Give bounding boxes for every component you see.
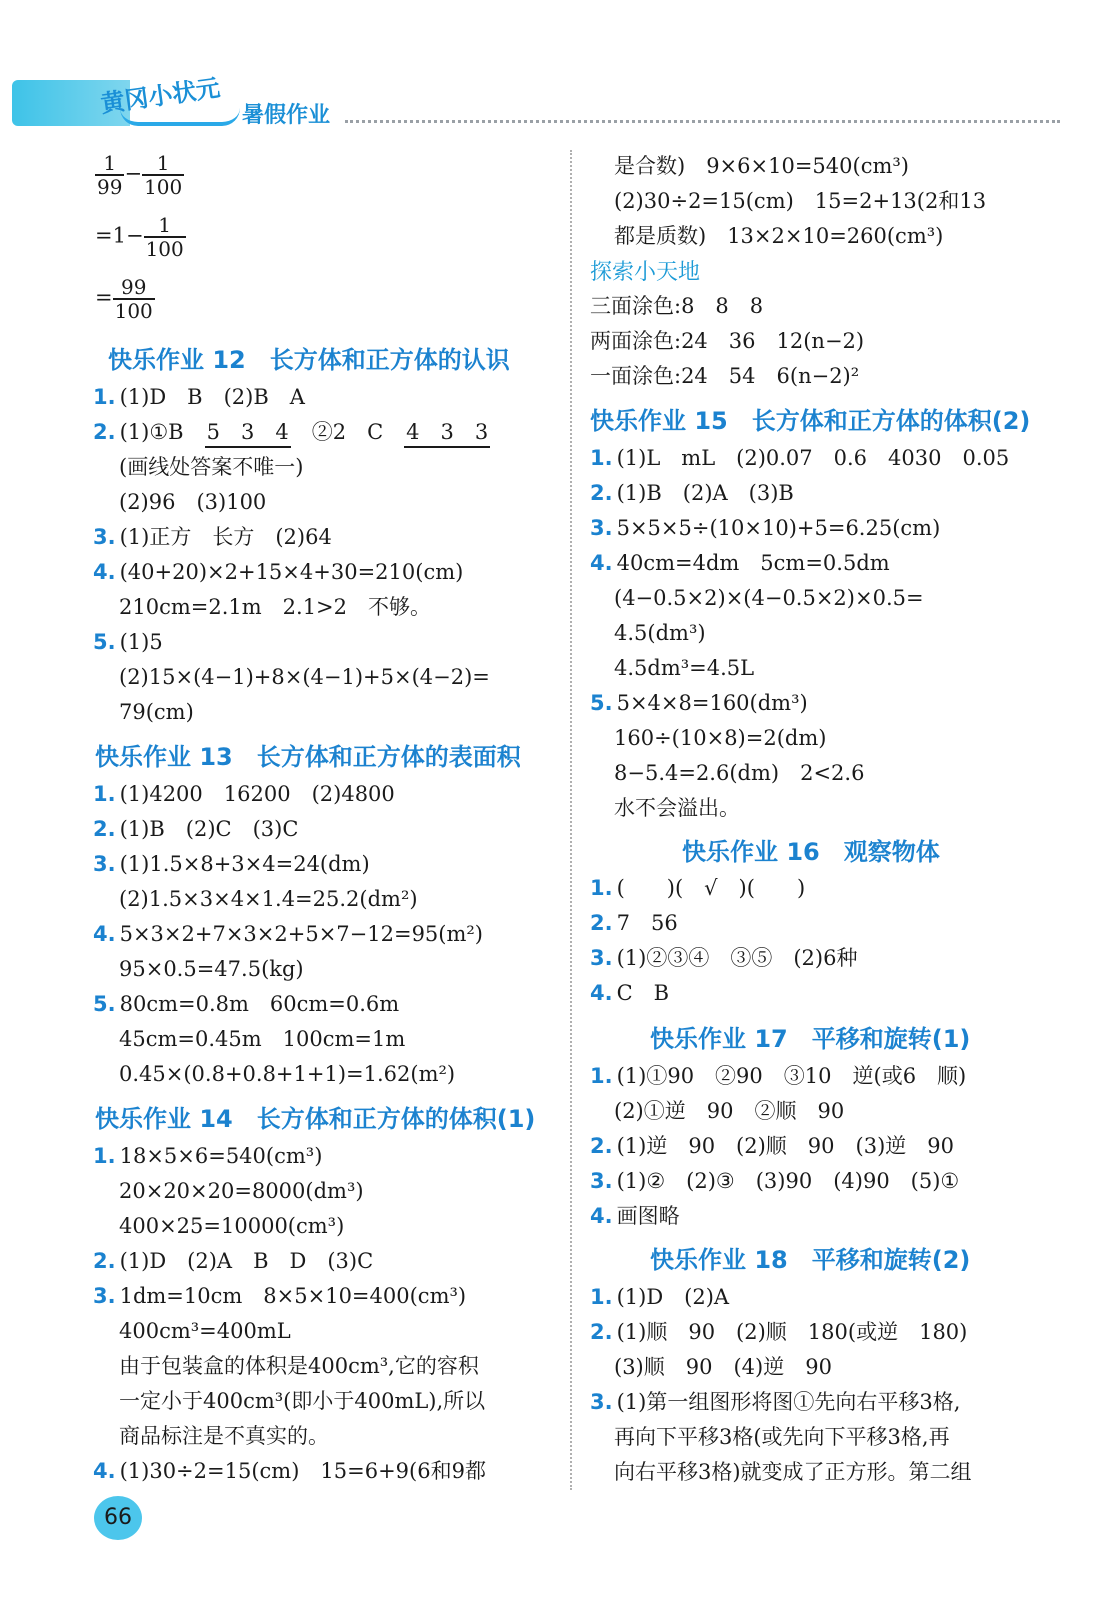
answer-line [93, 815, 298, 843]
question-number: 3. [93, 1284, 116, 1308]
answer-text: 向右平移3格)就变成了正方形。第二组 [614, 1460, 972, 1484]
answer-text: (画线处答案不唯一) [119, 455, 304, 479]
answer-line [614, 759, 864, 787]
question-number: 4. [93, 1459, 116, 1483]
answer-line [590, 549, 890, 577]
answer-text: 一面涂色:24 54 6(n−2)² [590, 364, 860, 388]
answer-text: 8−5.4=2.6(dm) 2<2.6 [614, 761, 865, 785]
answer-line [590, 1388, 960, 1416]
question-number: 1. [590, 1285, 613, 1309]
answer-text: (4−0.5×2)×(4−0.5×2)×0.5= [614, 586, 924, 610]
answer-text: 20×20×20=8000(dm³) [119, 1179, 364, 1203]
question-number: 2. [590, 911, 613, 935]
answer-line [119, 885, 418, 913]
answer-text: 80cm=0.8m 60cm=0.6m [119, 992, 400, 1016]
answer-text: (2)30÷2=15(cm) 15=2+13(2和13 [614, 189, 987, 213]
section-title-15: 快乐作业 15 长方体和正方体的体积(2) [590, 407, 1031, 435]
answer-text: 商品标注是不真实的。 [119, 1424, 329, 1448]
answer-text: 400cm³=400mL [119, 1319, 291, 1343]
answer-text: (1)30÷2=15(cm) 15=6+9(6和9都 [119, 1459, 486, 1483]
answer-text: (1)B (2)A (3)B [616, 481, 794, 505]
answer-line [93, 1142, 322, 1170]
answer-line [119, 1177, 364, 1205]
column-divider [570, 150, 572, 1490]
answer-line [93, 418, 490, 448]
answer-text: 再向下平移3格(或先向下平移3格,再 [614, 1425, 950, 1449]
fraction-prefix: =1− [95, 223, 144, 248]
answer-line [93, 523, 332, 551]
answer-line [590, 1167, 959, 1195]
answer-line [590, 479, 794, 507]
question-number: 2. [590, 481, 613, 505]
answer-line [119, 1352, 479, 1380]
answer-line [614, 794, 740, 822]
answer-text: 画图略 [616, 1204, 680, 1228]
answer-text: (3)顺 90 (4)逆 90 [614, 1355, 832, 1379]
question-number: 5. [93, 630, 116, 654]
answer-line [614, 187, 986, 215]
answer-text: 18×5×6=540(cm³) [119, 1144, 323, 1168]
answer-text: 40cm=4dm 5cm=0.5dm [616, 551, 890, 575]
underlined-answer: 4 3 3 [404, 418, 490, 448]
question-number: 2. [590, 1134, 613, 1158]
answer-line [614, 1458, 972, 1486]
answer-line [590, 979, 669, 1007]
answer-line [590, 1132, 954, 1160]
question-number: 5. [590, 691, 613, 715]
answer-line [93, 780, 395, 808]
answer-line [93, 558, 463, 586]
answer-text: (1)①B [119, 420, 205, 444]
answer-text: (2)15×(4−1)+8×(4−1)+5×(4−2)= [119, 665, 490, 689]
answer-line [93, 1282, 466, 1310]
answer-text: (1)B (2)C (3)C [119, 817, 299, 841]
answer-text: 160÷(10×8)=2(dm) [614, 726, 827, 750]
answer-text: (1)正方 长方 (2)64 [119, 525, 332, 549]
fraction-line-2 [95, 214, 186, 260]
fraction-prefix: = [95, 285, 113, 310]
question-number: 4. [590, 551, 613, 575]
question-number: 3. [93, 852, 116, 876]
section-title-16: 快乐作业 16 观察物体 [682, 838, 940, 866]
question-number: 1. [93, 782, 116, 806]
question-number: 1. [590, 876, 613, 900]
page-number: 66 [94, 1496, 142, 1540]
question-number: 3. [590, 1390, 613, 1414]
answer-line [590, 944, 857, 972]
section-title-17: 快乐作业 17 平移和旋转(1) [650, 1025, 971, 1053]
question-number: 4. [590, 1204, 613, 1228]
answer-text: 5×5×5÷(10×10)+5=6.25(cm) [616, 516, 941, 540]
question-number: 1. [93, 385, 116, 409]
answer-line [590, 514, 940, 542]
answer-text: 5×4×8=160(dm³) [616, 691, 808, 715]
answer-text: 两面涂色:24 36 12(n−2) [590, 329, 865, 353]
answer-text: (2)1.5×3×4×1.4=25.2(dm²) [119, 887, 418, 911]
answer-text: 7 56 [616, 911, 678, 935]
answer-line [590, 327, 864, 355]
answer-text: (1)①90 ②90 ③10 逆(或6 顺) [616, 1064, 967, 1088]
question-number: 3. [590, 946, 613, 970]
answer-line [119, 663, 490, 691]
fraction: $\frac{1}{99}$ [97, 151, 123, 199]
answer-text: (40+20)×2+15×4+30=210(cm) [119, 560, 464, 584]
answer-text: 1dm=10cm 8×5×10=400(cm³) [119, 1284, 467, 1308]
answer-line [119, 955, 304, 983]
answer-text: 水不会溢出。 [614, 796, 740, 820]
question-number: 1. [590, 446, 613, 470]
section-title-18: 快乐作业 18 平移和旋转(2) [650, 1246, 971, 1274]
answer-text: (2)96 (3)100 [119, 490, 267, 514]
answer-line [590, 1062, 966, 1090]
answer-line [119, 1422, 329, 1450]
answer-text: (1)② (2)③ (3)90 (4)90 (5)① [616, 1169, 960, 1193]
answer-text: ( )( √ )( ) [616, 876, 806, 900]
answer-line [590, 909, 678, 937]
question-number: 1. [590, 1064, 613, 1088]
question-number: 2. [93, 420, 116, 444]
question-number: 4. [93, 922, 116, 946]
logo-swoosh [120, 108, 240, 126]
answer-line [119, 488, 266, 516]
answer-line [590, 444, 1009, 472]
answer-line [93, 990, 399, 1018]
answer-line [614, 654, 754, 682]
answer-line [590, 874, 805, 902]
answer-text: 210cm=2.1m 2.1>2 不够。 [119, 595, 432, 619]
brand-logo: 黄冈小状元 [98, 73, 222, 119]
answer-text: 400×25=10000(cm³) [119, 1214, 345, 1238]
answer-text: 由于包装盒的体积是400cm³,它的容积 [119, 1354, 479, 1378]
question-number: 3. [590, 516, 613, 540]
answer-line [93, 383, 305, 411]
answer-line [119, 453, 303, 481]
answer-text: (1)②③④ ③⑤ (2)6种 [616, 946, 858, 970]
question-number: 1. [93, 1144, 116, 1168]
page-header [0, 68, 1107, 138]
answer-text: 45cm=0.45m 100cm=1m [119, 1027, 406, 1051]
answer-text: 79(cm) [119, 700, 194, 724]
answer-text: (2)①逆 90 ②顺 90 [614, 1099, 845, 1123]
question-number: 3. [93, 525, 116, 549]
answer-line [614, 152, 909, 180]
answer-line [590, 1202, 680, 1230]
fraction-line-3 [95, 276, 155, 322]
answer-line [614, 584, 924, 612]
question-number: 5. [93, 992, 116, 1016]
answer-line [93, 850, 370, 878]
minus-sign: − [124, 161, 143, 186]
answer-text: 4.5dm³=4.5L [614, 656, 755, 680]
header-dotted-rule [345, 120, 1060, 123]
answer-line [614, 619, 706, 647]
answer-text: 5×3×2+7×3×2+5×7−12=95(m²) [119, 922, 484, 946]
answer-text: (1)D (2)A [616, 1285, 730, 1309]
answer-text: (1)L mL (2)0.07 0.6 4030 0.05 [616, 446, 1010, 470]
answer-line [93, 1457, 486, 1485]
explore-title: 探索小天地 [590, 260, 701, 285]
answer-text: 是合数) 9×6×10=540(cm³) [614, 154, 909, 178]
answer-text: (1)5 [119, 630, 163, 654]
section-title-14: 快乐作业 14 长方体和正方体的体积(1) [95, 1105, 536, 1133]
fraction: $\frac{1}{100}$ [144, 151, 183, 199]
fraction: $\frac{1}{100}$ [145, 213, 184, 261]
answer-line [614, 1353, 832, 1381]
answer-line [614, 222, 943, 250]
question-number: 2. [93, 1249, 116, 1273]
answer-text: (1)逆 90 (2)顺 90 (3)逆 90 [616, 1134, 954, 1158]
answer-line [614, 1097, 844, 1125]
answer-text: (1)D B (2)B A [119, 385, 305, 409]
answer-line [119, 593, 431, 621]
answer-text: 4.5(dm³) [614, 621, 706, 645]
answer-line [590, 292, 763, 320]
answer-line [119, 1025, 405, 1053]
answer-text: 三面涂色:8 8 8 [590, 294, 764, 318]
answer-line [614, 724, 826, 752]
fraction: $\frac{99}{100}$ [114, 275, 153, 323]
answer-text: (1)顺 90 (2)顺 180(或逆 180) [616, 1320, 968, 1344]
question-number: 2. [93, 817, 116, 841]
answer-line [614, 1423, 950, 1451]
answer-text: ②2 C [290, 420, 405, 444]
answer-text: (1)第一组图形将图①先向右平移3格, [616, 1390, 961, 1414]
answer-text: (1)D (2)A B D (3)C [119, 1249, 374, 1273]
underlined-answer: 5 3 4 [205, 418, 291, 448]
question-number: 4. [93, 560, 116, 584]
answer-line [119, 1317, 291, 1345]
answer-line [93, 920, 483, 948]
answer-line [93, 628, 163, 656]
answer-line [590, 689, 808, 717]
answer-line [590, 362, 859, 390]
answer-line [119, 1212, 344, 1240]
section-title-13: 快乐作业 13 长方体和正方体的表面积 [95, 743, 521, 771]
answer-text: 一定小于400cm³(即小于400mL),所以 [119, 1389, 486, 1413]
answer-line [119, 1387, 485, 1415]
answer-text: 0.45×(0.8+0.8+1+1)=1.62(m²) [119, 1062, 456, 1086]
answer-line [590, 1318, 967, 1346]
answer-line [119, 1060, 455, 1088]
answer-line [590, 1283, 729, 1311]
answer-text: (1)4200 16200 (2)4800 [119, 782, 395, 806]
fraction-line-1 [95, 152, 184, 198]
answer-text: 95×0.5=47.5(kg) [119, 957, 304, 981]
answer-text: (1)1.5×8+3×4=24(dm) [119, 852, 370, 876]
header-subtitle: 暑假作业 [242, 103, 331, 128]
section-title-12: 快乐作业 12 长方体和正方体的认识 [108, 346, 510, 374]
question-number: 2. [590, 1320, 613, 1344]
answer-line [119, 698, 194, 726]
question-number: 4. [590, 981, 613, 1005]
question-number: 3. [590, 1169, 613, 1193]
answer-line [93, 1247, 373, 1275]
answer-text: 都是质数) 13×2×10=260(cm³) [614, 224, 944, 248]
answer-text: C B [616, 981, 670, 1005]
